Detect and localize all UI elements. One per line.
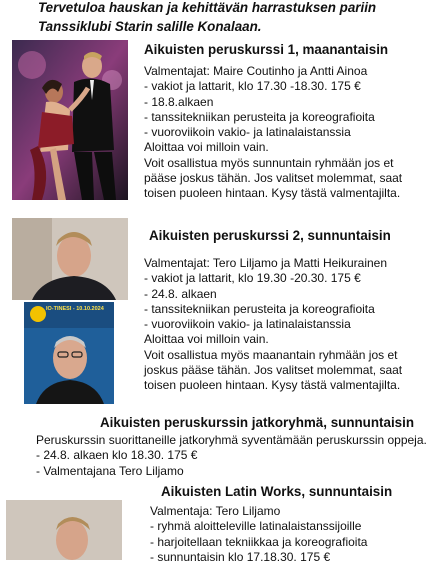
section-line: - vakiot ja lattarit, klo 19.30 -20.30. 175 € — [144, 271, 361, 286]
section-line: - vakiot ja lattarit, klo 17.30 -18.30. 175 € — [144, 79, 361, 94]
intro-line: Tervetuloa hauskan ja kehittävän harrastuksen pariin — [38, 0, 377, 15]
section-title: Aikuisten peruskurssi 1, maanantaisin — [144, 42, 389, 57]
section-line: joskus pääse tähän. Jos valitset molemmat, saat — [144, 363, 403, 378]
section-body — [144, 64, 402, 202]
section-line: - 24.8. alkaen — [144, 286, 217, 301]
section-title: Aikuisten peruskurssin jatkoryhmä, sunnuntaisin — [100, 415, 415, 430]
section-line: Valmentaja: Tero Liljamo — [150, 504, 281, 518]
section-line: - Valmentajana Tero Liljamo — [36, 463, 184, 478]
section-line: - ryhmä aloitteleville latinalaistanssijoille — [150, 519, 362, 534]
banner-text: IO-TINESI - 10.10.2024 — [46, 306, 104, 312]
section-body — [36, 433, 427, 479]
section-line: - tanssitekniikan perusteita ja koreografioita — [144, 109, 375, 124]
section-line: Voit osallistua myös sunnuntain ryhmään jos et — [144, 155, 394, 170]
section-line: Voit osallistua myös maanantain ryhmään jos et — [144, 347, 398, 362]
section-body — [144, 256, 402, 394]
section-line: toisen puoleen hintaan. Kysy tästä valmentajilta. — [144, 378, 401, 393]
section-line: toisen puoleen hintaan. Kysy tästä valmentajilta. — [144, 186, 401, 201]
section-line: Peruskurssin suorittaneille jatkoryhmä syventämään peruskurssin oppeja. — [36, 433, 427, 447]
section-line: - 18.8.alkaen — [144, 94, 214, 109]
section-line: - 24.8. alkaen klo 18.30. 175 € — [36, 448, 198, 463]
section-body — [150, 504, 367, 565]
section-line: - vuoroviikoin vakio- ja latinalaistanssia — [144, 317, 351, 332]
section-line: - sunnuntaisin klo 17.18.30. 175 € — [150, 549, 331, 564]
section-title: Aikuisten Latin Works, sunnuntaisin — [161, 484, 393, 499]
section-title: Aikuisten peruskurssi 2, sunnuntaisin — [149, 228, 391, 243]
section-line: - vuoroviikoin vakio- ja latinalaistanssia — [144, 125, 351, 140]
coach-banner-photo — [24, 302, 114, 404]
section-line: - tanssitekniikan perusteita ja koreografioita — [144, 301, 375, 316]
section-line: Aloittaa voi milloin vain. — [144, 332, 269, 347]
section-line: Aloittaa voi milloin vain. — [144, 140, 269, 155]
coach-portrait-photo-bottom — [6, 500, 122, 560]
coach-portrait-photo — [12, 218, 128, 300]
intro-text — [38, 0, 438, 36]
section-line: - harjoitellaan tekniikkaa ja koreografioita — [150, 534, 368, 549]
section-line: Valmentajat: Tero Liljamo ja Matti Heikurainen — [144, 256, 388, 270]
intro-line: Tanssiklubi Starin salille Konalaan. — [38, 19, 262, 34]
section-line: Valmentajat: Maire Coutinho ja Antti Ainoa — [144, 64, 368, 78]
section-line: pääse joskus tähän. Jos valitset molemmat, saat — [144, 171, 403, 186]
dance-couple-photo — [12, 40, 128, 200]
